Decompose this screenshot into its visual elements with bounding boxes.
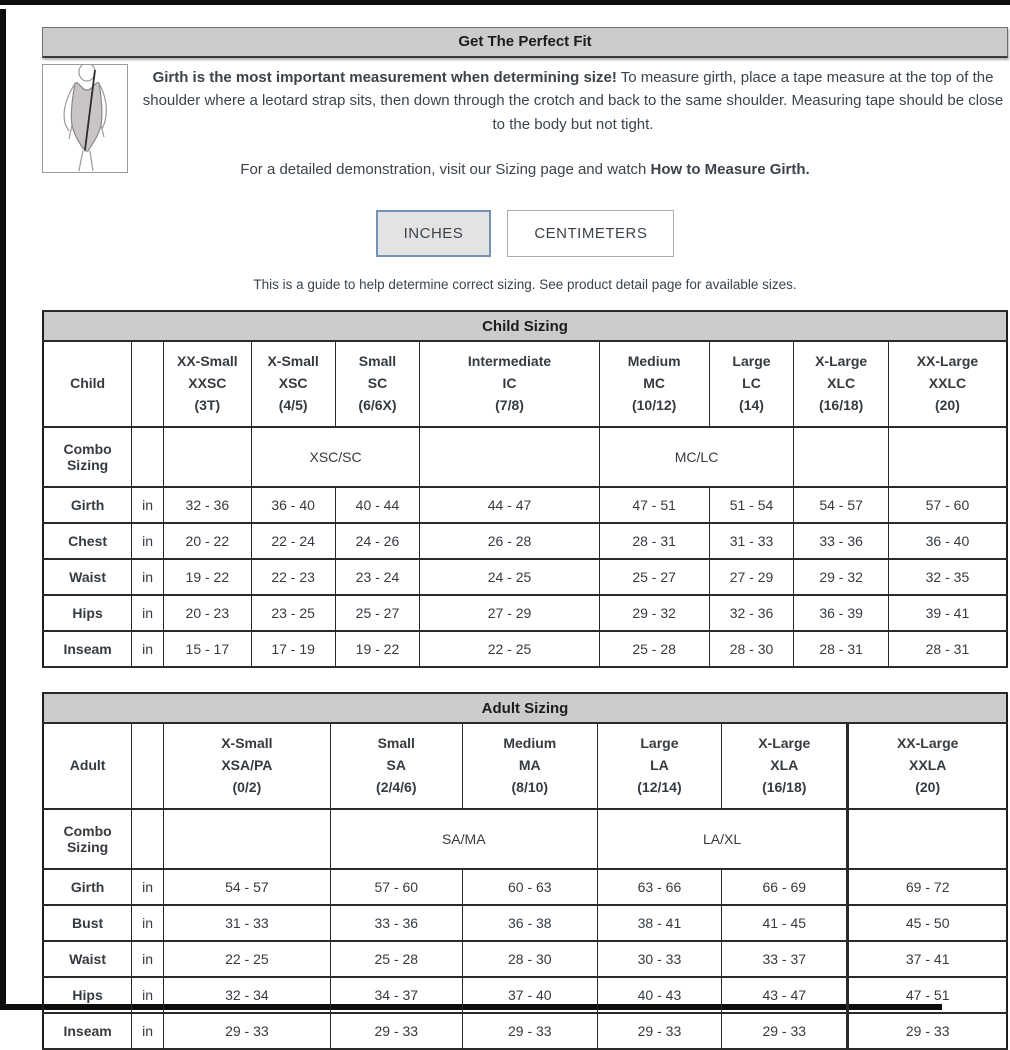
unit-cell: in <box>132 523 164 559</box>
unit-cell: in <box>132 977 164 1013</box>
size-value-cell: 28 - 30 <box>709 631 794 667</box>
size-value-cell: 60 - 63 <box>462 869 597 905</box>
size-column-header: Medium MC (10/12) <box>599 341 709 427</box>
size-value-cell: 22 - 25 <box>420 631 599 667</box>
size-value-cell: 29 - 33 <box>163 1013 330 1049</box>
size-value-cell: 33 - 36 <box>330 905 462 941</box>
size-value-cell: 37 - 40 <box>462 977 597 1013</box>
size-value-cell: 29 - 33 <box>848 1013 1007 1049</box>
unit-cell: in <box>132 631 164 667</box>
corner-label: Child <box>43 341 132 427</box>
size-value-cell: 34 - 37 <box>330 977 462 1013</box>
size-value-cell: 20 - 22 <box>163 523 251 559</box>
size-column-header: Large LC (14) <box>709 341 794 427</box>
size-column-header: Small SA (2/4/6) <box>330 723 462 809</box>
size-value-cell: 32 - 36 <box>163 487 251 523</box>
size-value-cell: 36 - 40 <box>251 487 335 523</box>
size-value-cell: 54 - 57 <box>163 869 330 905</box>
size-value-cell: 57 - 60 <box>330 869 462 905</box>
intro-section <box>42 64 1008 175</box>
size-column-header: XX-Small XXSC (3T) <box>163 341 251 427</box>
combo-sizing-cell <box>848 809 1007 869</box>
size-value-cell: 45 - 50 <box>848 905 1007 941</box>
size-value-cell: 31 - 33 <box>709 523 794 559</box>
unit-cell: in <box>132 595 164 631</box>
size-value-cell: 25 - 28 <box>599 631 709 667</box>
combo-unit-cell <box>132 427 164 487</box>
size-value-cell: 41 - 45 <box>722 905 848 941</box>
size-value-cell: 40 - 43 <box>597 977 721 1013</box>
size-value-cell: 37 - 41 <box>848 941 1007 977</box>
size-value-cell: 47 - 51 <box>848 977 1007 1013</box>
size-value-cell: 69 - 72 <box>848 869 1007 905</box>
measurement-label: Bust <box>43 905 132 941</box>
size-value-cell: 23 - 25 <box>251 595 335 631</box>
centimeters-button[interactable]: CENTIMETERS <box>507 210 674 257</box>
size-value-cell: 29 - 33 <box>330 1013 462 1049</box>
measurement-label: Girth <box>43 487 132 523</box>
unit-toggle-group <box>42 210 1008 257</box>
size-column-header: XX-Large XXLC (20) <box>888 341 1007 427</box>
measurement-label: Chest <box>43 523 132 559</box>
size-column-header: X-Small XSA/PA (0/2) <box>163 723 330 809</box>
size-value-cell: 39 - 41 <box>888 595 1007 631</box>
measurement-label: Inseam <box>43 1013 132 1049</box>
size-value-cell: 22 - 23 <box>251 559 335 595</box>
unit-cell: in <box>132 487 164 523</box>
size-value-cell: 27 - 29 <box>420 595 599 631</box>
combo-sizing-cell <box>163 809 330 869</box>
child-sizing-table <box>42 310 1008 668</box>
size-column-header: Large LA (12/14) <box>597 723 721 809</box>
size-value-cell: 24 - 25 <box>420 559 599 595</box>
combo-sizing-cell: MC/LC <box>599 427 794 487</box>
combo-sizing-label: Combo Sizing <box>43 427 132 487</box>
size-value-cell: 32 - 34 <box>163 977 330 1013</box>
size-value-cell: 29 - 33 <box>597 1013 721 1049</box>
table-title: Child Sizing <box>43 311 1007 341</box>
page-title: Get The Perfect Fit <box>42 27 1008 58</box>
combo-sizing-label: Combo Sizing <box>43 809 132 869</box>
size-value-cell: 36 - 39 <box>794 595 888 631</box>
size-column-header: XX-Large XXLA (20) <box>848 723 1007 809</box>
size-value-cell: 40 - 44 <box>335 487 420 523</box>
combo-sizing-cell: LA/XL <box>597 809 848 869</box>
sizing-guide-panel <box>42 27 1008 1050</box>
size-value-cell: 15 - 17 <box>163 631 251 667</box>
size-column-header: Medium MA (8/10) <box>462 723 597 809</box>
adult-sizing-table <box>42 692 1008 1050</box>
girth-intro-bold: Girth is the most important measurement when determining size! <box>152 69 617 86</box>
size-value-cell: 25 - 27 <box>335 595 420 631</box>
size-value-cell: 44 - 47 <box>420 487 599 523</box>
size-value-cell: 28 - 31 <box>599 523 709 559</box>
measurement-label: Inseam <box>43 631 132 667</box>
combo-sizing-cell: SA/MA <box>330 809 597 869</box>
size-value-cell: 28 - 31 <box>888 631 1007 667</box>
size-value-cell: 19 - 22 <box>335 631 420 667</box>
size-value-cell: 33 - 36 <box>794 523 888 559</box>
size-value-cell: 29 - 33 <box>722 1013 848 1049</box>
size-value-cell: 43 - 47 <box>722 977 848 1013</box>
size-value-cell: 28 - 31 <box>794 631 888 667</box>
unit-cell: in <box>132 869 164 905</box>
size-value-cell: 26 - 28 <box>420 523 599 559</box>
leotard-figure-sketch <box>43 65 127 172</box>
size-value-cell: 51 - 54 <box>709 487 794 523</box>
sizing-guide-note: This is a guide to help determine correct sizing. See product detail page for available sizes. <box>253 277 797 292</box>
measurement-label: Waist <box>43 941 132 977</box>
measurement-label: Hips <box>43 977 132 1013</box>
combo-sizing-cell <box>163 427 251 487</box>
girth-intro-rest: To measure girth, place a tape measure at the top of the shoulder where a leotard strap sits, then down through the crotch and back to the same shoulder. Measuring tape should be close to the body but not tight. <box>142 69 1004 133</box>
combo-sizing-cell <box>420 427 599 487</box>
size-value-cell: 25 - 28 <box>330 941 462 977</box>
size-value-cell: 22 - 24 <box>251 523 335 559</box>
size-column-header: Intermediate IC (7/8) <box>420 341 599 427</box>
combo-sizing-cell <box>794 427 888 487</box>
unit-cell: in <box>132 905 164 941</box>
leotard-girth-diagram-icon <box>42 64 128 173</box>
size-value-cell: 31 - 33 <box>163 905 330 941</box>
size-column-header: X-Large XLC (16/18) <box>794 341 888 427</box>
size-value-cell: 22 - 25 <box>163 941 330 977</box>
size-value-cell: 36 - 38 <box>462 905 597 941</box>
screenshot-border-left <box>0 9 6 1004</box>
demo-bold: How to Measure Girth. <box>650 161 810 178</box>
combo-sizing-cell <box>888 427 1007 487</box>
size-value-cell: 32 - 35 <box>888 559 1007 595</box>
size-value-cell: 17 - 19 <box>251 631 335 667</box>
size-value-cell: 29 - 32 <box>599 595 709 631</box>
size-value-cell: 27 - 29 <box>709 559 794 595</box>
size-value-cell: 24 - 26 <box>335 523 420 559</box>
size-value-cell: 36 - 40 <box>888 523 1007 559</box>
measurement-label: Girth <box>43 869 132 905</box>
inches-button[interactable]: INCHES <box>376 210 492 257</box>
size-value-cell: 23 - 24 <box>335 559 420 595</box>
size-value-cell: 29 - 32 <box>794 559 888 595</box>
corner-label: Adult <box>43 723 132 809</box>
size-value-cell: 20 - 23 <box>163 595 251 631</box>
table-title: Adult Sizing <box>43 693 1007 723</box>
measurement-label: Hips <box>43 595 132 631</box>
measurement-label: Waist <box>43 559 132 595</box>
size-value-cell: 32 - 36 <box>709 595 794 631</box>
size-value-cell: 33 - 37 <box>722 941 848 977</box>
unit-column-header <box>132 723 164 809</box>
size-value-cell: 57 - 60 <box>888 487 1007 523</box>
size-value-cell: 30 - 33 <box>597 941 721 977</box>
unit-cell: in <box>132 941 164 977</box>
combo-unit-cell <box>132 809 164 869</box>
size-column-header: X-Small XSC (4/5) <box>251 341 335 427</box>
demo-prefix: For a detailed demonstration, visit our Sizing page and watch <box>240 161 651 178</box>
size-value-cell: 66 - 69 <box>722 869 848 905</box>
size-value-cell: 47 - 51 <box>599 487 709 523</box>
unit-column-header <box>132 341 164 427</box>
screenshot-border-top <box>0 0 1010 5</box>
size-column-header: X-Large XLA (16/18) <box>722 723 848 809</box>
size-value-cell: 28 - 30 <box>462 941 597 977</box>
size-value-cell: 29 - 33 <box>462 1013 597 1049</box>
size-value-cell: 19 - 22 <box>163 559 251 595</box>
size-value-cell: 63 - 66 <box>597 869 721 905</box>
size-value-cell: 25 - 27 <box>599 559 709 595</box>
size-column-header: Small SC (6/6X) <box>335 341 420 427</box>
size-value-cell: 38 - 41 <box>597 905 721 941</box>
unit-cell: in <box>132 1013 164 1049</box>
unit-cell: in <box>132 559 164 595</box>
combo-sizing-cell: XSC/SC <box>251 427 420 487</box>
girth-intro-paragraph <box>128 64 1008 175</box>
size-value-cell: 54 - 57 <box>794 487 888 523</box>
